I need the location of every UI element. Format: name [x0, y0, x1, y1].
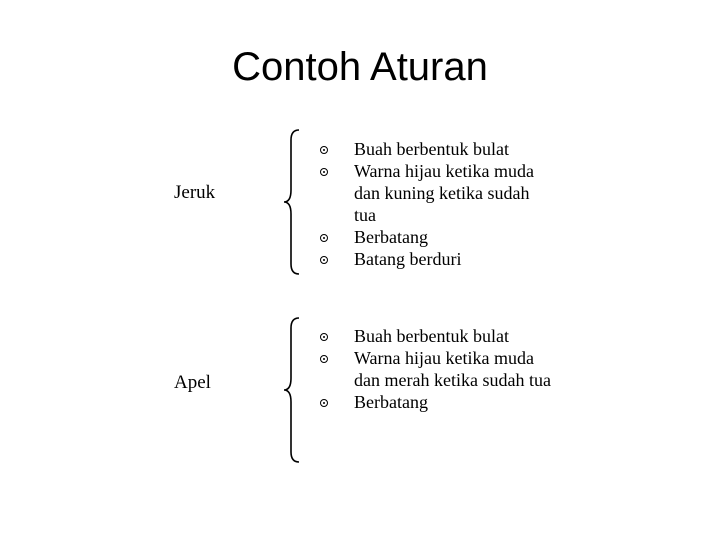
rule-apel — [0, 316, 720, 464]
bullet-icon — [320, 355, 328, 363]
item-text: Warna hijau ketika muda dan kuning ketika sudah tua — [354, 161, 534, 225]
list-item — [320, 248, 554, 270]
list-item — [320, 347, 554, 391]
item-text: Batang berduri — [354, 249, 462, 269]
rule-items-apel — [320, 325, 554, 413]
item-text: Buah berbentuk bulat — [354, 326, 509, 346]
item-text: Berbatang — [354, 392, 428, 412]
bullet-icon — [320, 146, 328, 154]
slide-title: Contoh Aturan — [232, 45, 488, 89]
rule-jeruk — [0, 128, 720, 278]
bullet-icon — [320, 333, 328, 341]
rule-label-jeruk: Jeruk — [174, 182, 216, 203]
bullet-icon — [320, 256, 328, 264]
curly-brace-icon — [281, 128, 305, 276]
curly-brace-icon — [281, 316, 305, 464]
rule-label-apel: Apel — [174, 372, 211, 393]
bullet-icon — [320, 168, 328, 176]
bullet-icon — [320, 399, 328, 407]
item-text: Warna hijau ketika muda dan merah ketika sudah tua — [354, 348, 551, 390]
list-item — [320, 391, 554, 413]
list-item — [320, 138, 554, 160]
item-text: Buah berbentuk bulat — [354, 139, 509, 159]
list-item — [320, 160, 554, 226]
bullet-icon — [320, 234, 328, 242]
list-item — [320, 226, 554, 248]
list-item — [320, 325, 554, 347]
rule-items-jeruk — [320, 138, 554, 270]
item-text: Berbatang — [354, 227, 428, 247]
